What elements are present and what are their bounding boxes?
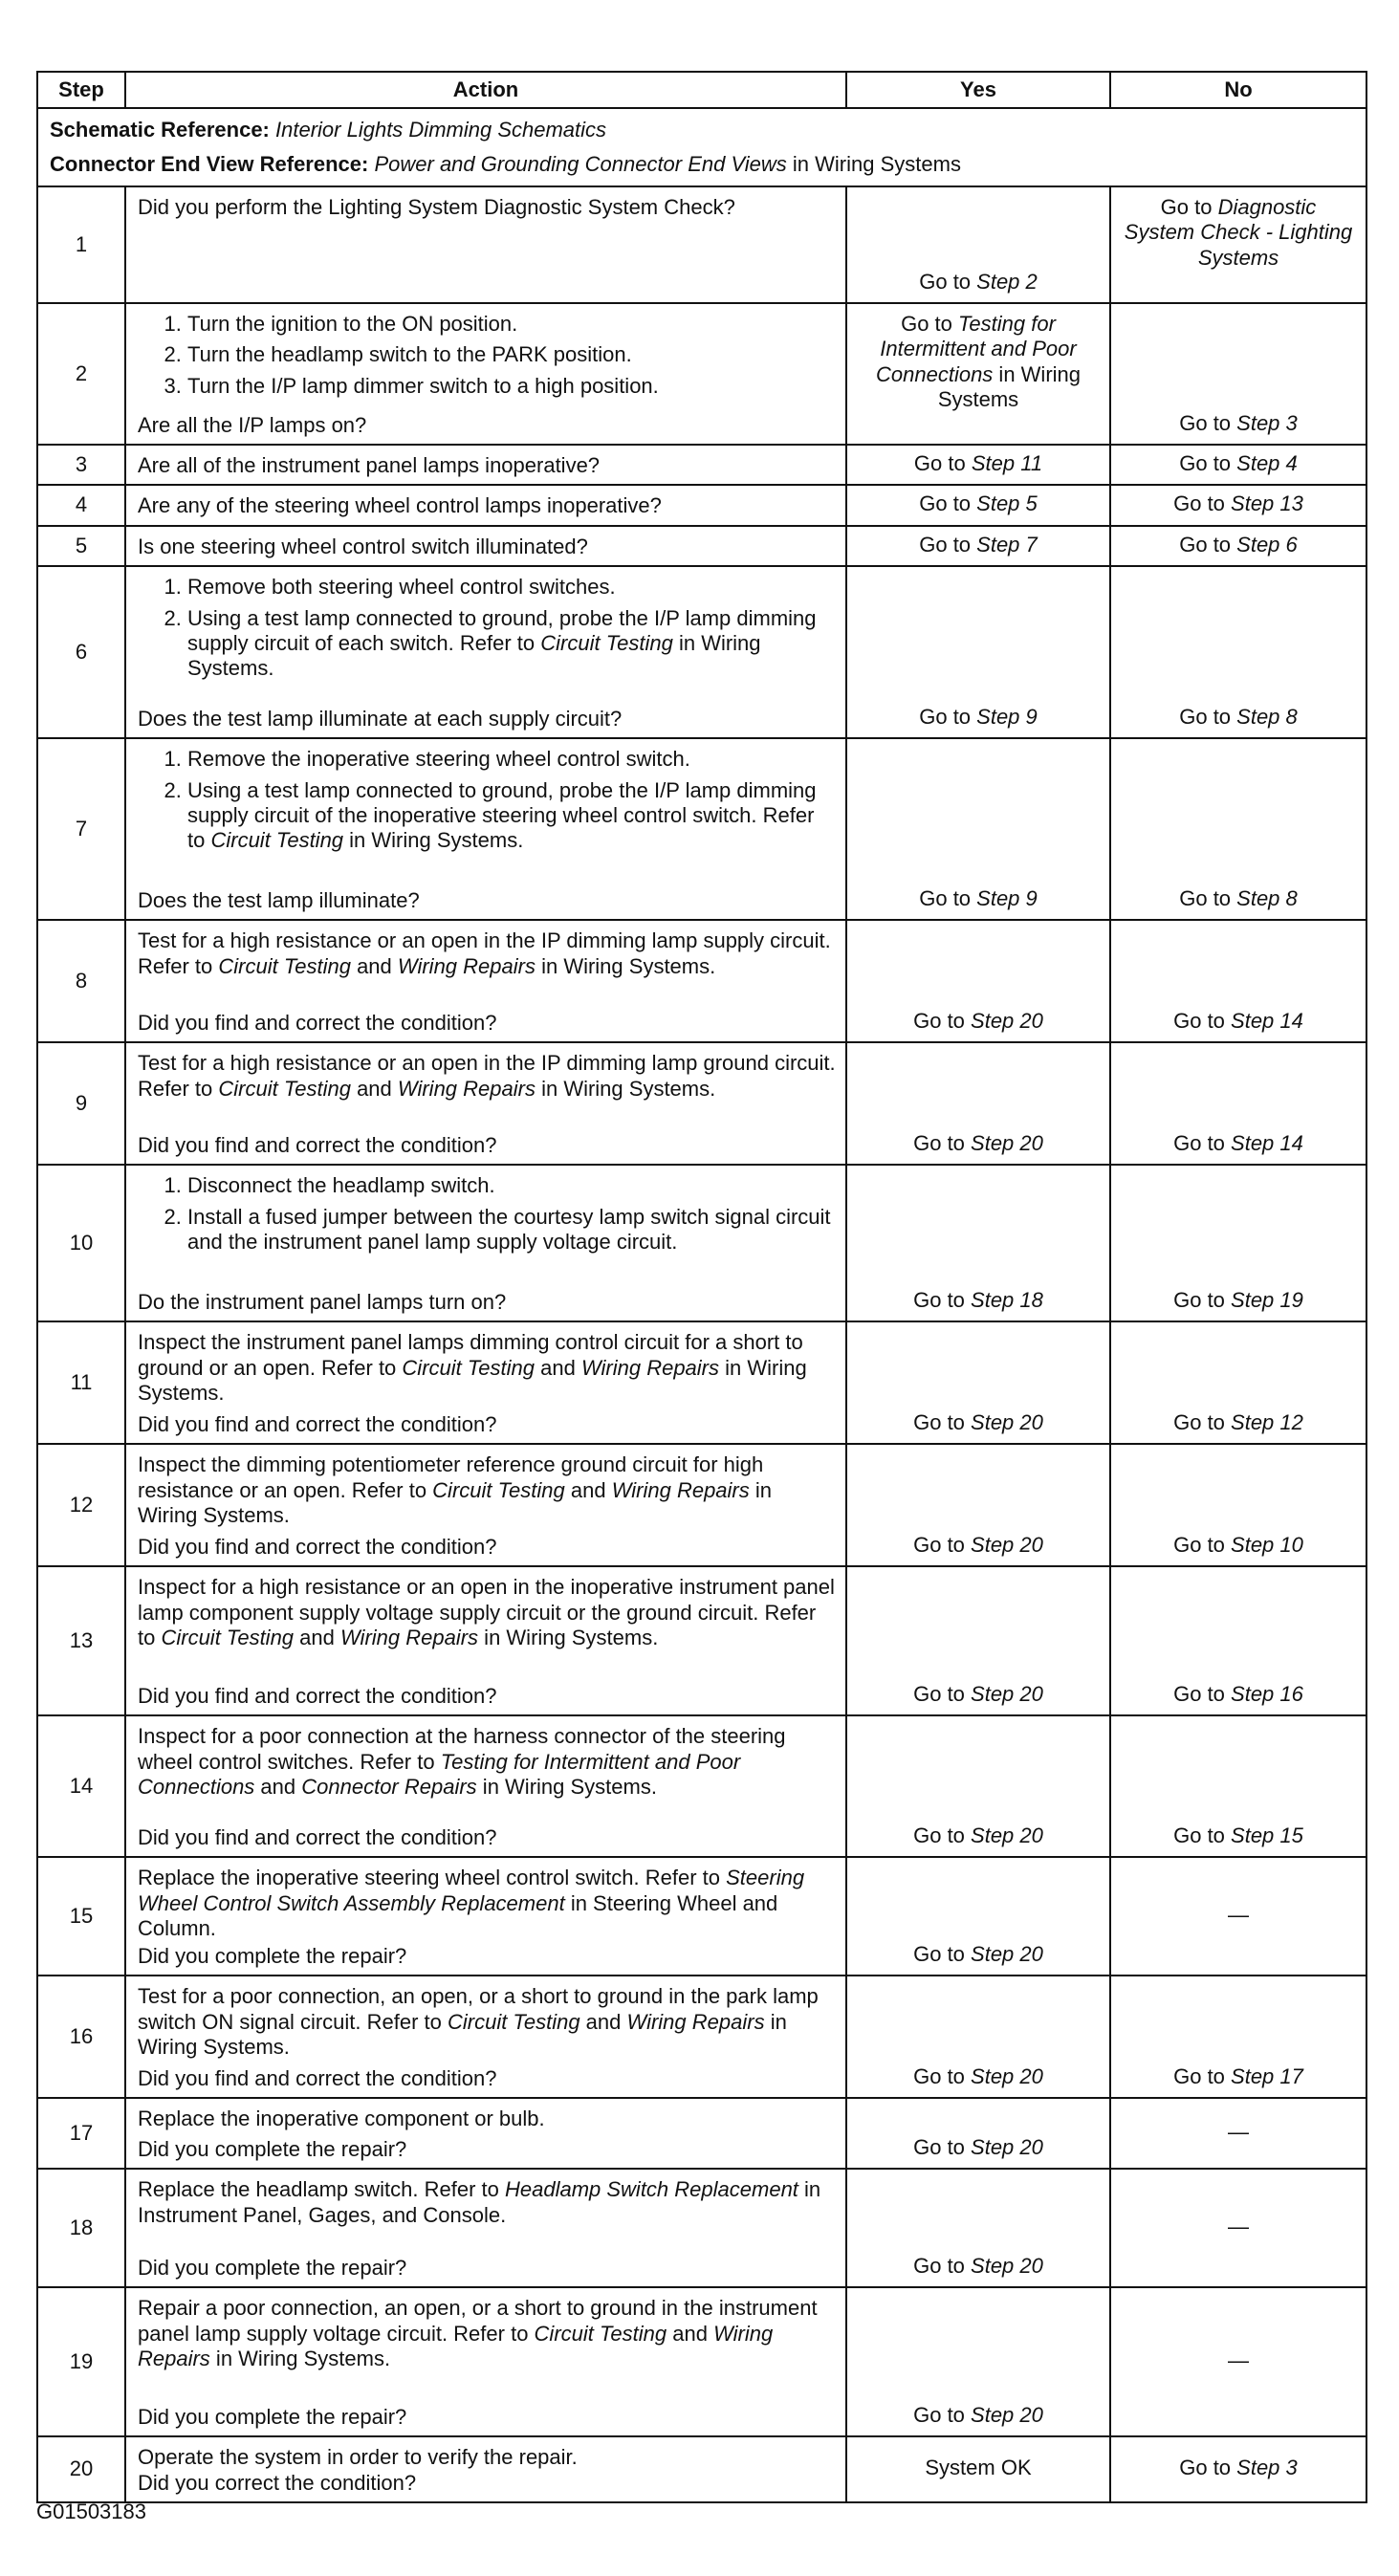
table-row <box>37 2098 1366 2169</box>
cross-reference-link[interactable]: Step 7 <box>976 532 1038 557</box>
yes-result <box>846 445 1110 485</box>
text-run: Go to <box>913 2253 972 2278</box>
action-cell <box>125 2287 846 2436</box>
action-question: Is one steering wheel control switch illuminated? <box>138 534 588 558</box>
text-run: Go to <box>1179 885 1237 910</box>
action-steps-list <box>138 575 836 688</box>
no-result <box>1110 1444 1366 1566</box>
action-question: Do the instrument panel lamps turn on? <box>138 1289 507 1314</box>
action-cell <box>125 566 846 738</box>
cross-reference-link[interactable]: Wiring Repairs <box>138 2321 774 2370</box>
action-substep: 2. Install a fused jumper between the courtesy lamp switch signal circuit and the instrument panel lamp supply voltage circuit. <box>187 1205 836 1255</box>
cross-reference-link[interactable]: Step 9 <box>976 704 1038 729</box>
cross-reference-link[interactable]: Circuit Testing <box>161 1625 295 1649</box>
text-run: in Wiring Systems. <box>138 2009 787 2059</box>
yes-result <box>846 1715 1110 1857</box>
cross-reference-link[interactable]: Circuit Testing <box>218 1076 351 1101</box>
text-run: Go to <box>913 1287 972 1312</box>
text-run: in Wiring Systems. <box>343 828 524 853</box>
action-cell <box>125 186 846 303</box>
action-question: Did you correct the condition? <box>138 2470 417 2495</box>
action-instruction <box>138 2177 836 2228</box>
cross-reference-link[interactable]: Step 20 <box>971 2253 1043 2278</box>
cross-reference-link[interactable]: Circuit Testing <box>540 630 673 655</box>
action-instruction <box>138 1575 836 1650</box>
text-run: in Wiring Systems. <box>138 1477 773 1527</box>
text-run: Go to <box>913 1823 972 1847</box>
action-cell <box>125 1444 846 1566</box>
no-result <box>1110 738 1366 920</box>
step-number: 1 <box>37 186 125 303</box>
step-number: 3 <box>37 445 125 485</box>
no-result <box>1110 1042 1366 1165</box>
text-run: Repair a poor connection, an open, or a short to ground in the instrument panel lamp supply voltage circuit. Refer to <box>138 2296 818 2346</box>
text-run: in Wiring Systems. <box>535 1076 716 1101</box>
text-run: and <box>350 953 398 978</box>
text-run: Go to <box>919 269 977 294</box>
action-instruction <box>138 1866 836 1941</box>
cross-reference-link[interactable]: Step 20 <box>971 1941 1043 1966</box>
text-run: in Wiring Systems <box>937 361 1081 412</box>
action-substep: 1. Turn the ignition to the ON position. <box>187 312 836 337</box>
cross-reference-link[interactable]: Wiring Repairs <box>580 1355 720 1380</box>
text-run: and <box>535 1355 581 1380</box>
text-run: and <box>294 1625 340 1649</box>
yes-result <box>846 566 1110 738</box>
action-cell <box>125 920 846 1042</box>
text-run: Replace the headlamp switch. Refer to <box>138 2177 505 2202</box>
action-question: Does the test lamp illuminate at each supply circuit? <box>138 706 623 731</box>
no-result <box>1110 1715 1366 1857</box>
yes-result <box>846 1321 1110 1444</box>
action-cell <box>125 738 846 920</box>
no-result <box>1110 1857 1366 1976</box>
header-row <box>37 72 1366 108</box>
action-substep: 1. Disconnect the headlamp switch. <box>187 1173 836 1198</box>
schematic-reference <box>50 113 1354 147</box>
step-number: 5 <box>37 526 125 566</box>
text-run: Go to <box>913 2063 972 2088</box>
cross-reference-link[interactable]: Step 4 <box>1236 451 1298 475</box>
table-row <box>37 1321 1366 1444</box>
text-run: System OK <box>925 2456 1032 2480</box>
reference-cell <box>37 108 1366 186</box>
table-row <box>37 2169 1366 2287</box>
text-run: Go to <box>913 1008 972 1033</box>
cross-reference-link[interactable]: Step 10 <box>1231 1532 1303 1557</box>
action-question: Did you find and correct the condition? <box>138 1411 497 1436</box>
text-run: and <box>350 1076 398 1101</box>
action-cell <box>125 1857 846 1976</box>
table-row <box>37 1715 1366 1857</box>
text-run: Go to <box>1179 704 1237 729</box>
text-run: — <box>1228 2119 1249 2144</box>
table-row <box>37 186 1366 303</box>
action-instruction <box>138 1984 836 2060</box>
action-cell <box>125 1976 846 2098</box>
step-number: 7 <box>37 738 125 920</box>
action-question: Did you find and correct the condition? <box>138 1534 497 1559</box>
text-run: Inspect for a high resistance or an open in the inoperative instrument panel lamp component supply voltage supply circuit or the ground circuit. Refer to <box>138 1575 835 1649</box>
action-question: Did you find and correct the condition? <box>138 1132 497 1157</box>
yes-result <box>846 738 1110 920</box>
connector-reference-suffix: in Wiring Systems <box>792 152 961 176</box>
text-run: Using a test lamp connected to ground, probe the I/P lamp dimming supply circuit of the inoperative steering wheel control switch. Refer to <box>187 777 817 853</box>
cross-reference-link[interactable]: Step 20 <box>971 2063 1043 2088</box>
step-number: 20 <box>37 2436 125 2502</box>
action-question: Did you complete the repair? <box>138 2255 407 2280</box>
action-steps-list <box>138 312 836 404</box>
text-run: Operate the system in order to verify the repair. <box>138 2445 578 2470</box>
text-run: Go to <box>1173 1008 1232 1033</box>
cross-reference-link[interactable]: Step 20 <box>971 1681 1043 1706</box>
action-instruction <box>138 2445 836 2470</box>
cross-reference-link[interactable]: Circuit Testing <box>432 1477 565 1502</box>
text-run: Go to <box>919 491 977 516</box>
cross-reference-link[interactable]: Connector Repairs <box>301 1774 477 1799</box>
text-run: in Wiring Systems. <box>478 1625 659 1649</box>
no-result <box>1110 1976 1366 2098</box>
step-number: 4 <box>37 485 125 525</box>
cross-reference-link[interactable]: Step 8 <box>1236 885 1298 910</box>
table-row <box>37 303 1366 445</box>
table-row <box>37 2436 1366 2502</box>
cross-reference-link[interactable]: Step 14 <box>1231 1008 1303 1033</box>
step-number: 12 <box>37 1444 125 1566</box>
no-result <box>1110 920 1366 1042</box>
yes-result <box>846 1444 1110 1566</box>
cross-reference-link[interactable]: Steering Wheel Control Switch Assembly Replacement <box>138 1866 805 1915</box>
action-cell <box>125 2436 846 2502</box>
table-row <box>37 1976 1366 2098</box>
text-run: Go to <box>913 451 972 475</box>
step-number: 11 <box>37 1321 125 1444</box>
action-cell <box>125 526 846 566</box>
action-cell <box>125 1715 846 1857</box>
yes-result <box>846 2287 1110 2436</box>
yes-result <box>846 186 1110 303</box>
action-instruction <box>138 2107 836 2131</box>
action-instruction <box>138 2296 836 2371</box>
no-result <box>1110 303 1366 445</box>
text-run: in Wiring Systems. <box>187 630 761 681</box>
text-run: Go to <box>913 2134 972 2159</box>
yes-result <box>846 2169 1110 2287</box>
text-run: Go to <box>913 2402 972 2427</box>
action-instruction <box>138 928 836 979</box>
action-question: Did you complete the repair? <box>138 2404 407 2429</box>
connector-reference-link[interactable]: Power and Grounding Connector End Views <box>374 152 787 176</box>
text-run: Go to <box>919 704 977 729</box>
cross-reference-link[interactable]: Step 20 <box>971 1008 1043 1033</box>
table-row <box>37 526 1366 566</box>
step-number: 18 <box>37 2169 125 2287</box>
reference-row <box>37 108 1366 186</box>
text-run: — <box>1228 2214 1249 2238</box>
action-instruction <box>138 1051 836 1102</box>
action-cell <box>125 2169 846 2287</box>
step-number: 9 <box>37 1042 125 1165</box>
text-run: Go to <box>913 1130 972 1155</box>
cross-reference-link[interactable]: Circuit Testing <box>218 953 351 978</box>
step-number: 19 <box>37 2287 125 2436</box>
yes-result <box>846 2098 1110 2169</box>
action-cell <box>125 445 846 485</box>
cross-reference-link[interactable]: Headlamp Switch Replacement <box>504 2177 798 2202</box>
text-run: Go to <box>1179 410 1237 435</box>
text-run: and <box>564 1477 612 1502</box>
text-run: and <box>254 1774 302 1799</box>
action-question: Does the test lamp illuminate? <box>138 887 420 912</box>
connector-reference <box>50 147 1354 182</box>
text-run: and <box>667 2321 714 2346</box>
text-run: Inspect for a poor connection at the harness connector of the steering wheel control switches. Refer to <box>138 1724 786 1774</box>
cross-reference-link[interactable]: Step 11 <box>971 451 1043 475</box>
action-question: Did you perform the Lighting System Diagnostic System Check? <box>138 195 735 219</box>
action-cell <box>125 303 846 445</box>
cross-reference-link[interactable]: Step 6 <box>1236 532 1298 557</box>
action-question: Did you find and correct the condition? <box>138 2065 497 2090</box>
action-substep: 1. Remove the inoperative steering wheel control switch. <box>187 747 836 772</box>
text-run: Test for a poor connection, an open, or a short to ground in the park lamp switch ON signal circuit. Refer to <box>138 1984 819 2034</box>
text-run: Inspect the dimming potentiometer reference ground circuit for high resistance or an open. Refer to <box>138 1452 764 1502</box>
cross-reference-link[interactable]: Step 17 <box>1231 2063 1303 2088</box>
yes-result <box>846 1042 1110 1165</box>
no-result <box>1110 186 1366 303</box>
header-step: Step <box>37 72 125 108</box>
action-question: Did you find and correct the condition? <box>138 1824 497 1849</box>
header-action: Action <box>125 72 846 108</box>
action-instruction <box>138 1330 836 1406</box>
action-steps-list <box>138 747 836 860</box>
yes-result <box>846 1165 1110 1321</box>
step-number: 16 <box>37 1976 125 2098</box>
table-row <box>37 485 1366 525</box>
cross-reference-link[interactable]: Testing for Intermittent and Poor Connections <box>876 312 1077 386</box>
step-number: 13 <box>37 1566 125 1715</box>
cross-reference-link[interactable]: Step 20 <box>971 1130 1043 1155</box>
action-cell <box>125 1321 846 1444</box>
cross-reference-link[interactable]: Step 5 <box>976 491 1038 516</box>
cross-reference-link[interactable]: Step 19 <box>1231 1287 1303 1312</box>
yes-result <box>846 2436 1110 2502</box>
text-run: Go to <box>1179 2456 1237 2480</box>
yes-result <box>846 920 1110 1042</box>
text-run: Go to <box>1173 1532 1232 1557</box>
text-run: Inspect the instrument panel lamps dimming control circuit for a short to ground or an open. Refer to <box>138 1330 803 1380</box>
text-run: Go to <box>1173 1409 1232 1434</box>
text-run: Go to <box>919 532 977 557</box>
action-question: Are any of the steering wheel control lamps inoperative? <box>138 493 662 518</box>
text-run: Test for a high resistance or an open in the IP dimming lamp ground circuit. Refer to <box>138 1051 836 1101</box>
diagnostic-table <box>36 71 1367 2503</box>
action-instruction <box>138 1452 836 1528</box>
cross-reference-link[interactable]: Circuit Testing <box>534 2321 667 2346</box>
no-result <box>1110 526 1366 566</box>
no-result <box>1110 566 1366 738</box>
action-question: Did you complete the repair? <box>138 1943 407 1968</box>
action-cell <box>125 1165 846 1321</box>
action-cell <box>125 1042 846 1165</box>
yes-result <box>846 303 1110 445</box>
cross-reference-link[interactable]: Step 20 <box>971 2134 1043 2159</box>
cross-reference-link[interactable]: Step 20 <box>971 1823 1043 1847</box>
cross-reference-link[interactable]: Step 2 <box>976 269 1038 294</box>
cross-reference-link[interactable]: Step 14 <box>1231 1130 1303 1155</box>
text-run: Test for a high resistance or an open in the IP dimming lamp supply circuit. Refer to <box>138 928 831 978</box>
table-row <box>37 2287 1366 2436</box>
cross-reference-link[interactable]: Step 13 <box>1231 491 1303 516</box>
cross-reference-link[interactable]: Step 15 <box>1231 1823 1303 1847</box>
no-result <box>1110 445 1366 485</box>
table-row <box>37 445 1366 485</box>
no-result <box>1110 1321 1366 1444</box>
action-question: Did you find and correct the condition? <box>138 1010 497 1035</box>
action-substep <box>187 778 836 854</box>
text-run: in Wiring Systems. <box>476 1774 657 1799</box>
cross-reference-link[interactable]: Step 3 <box>1236 2456 1298 2480</box>
step-number: 8 <box>37 920 125 1042</box>
text-run: Go to <box>1173 1130 1232 1155</box>
action-substep: 1. Remove both steering wheel control switches. <box>187 575 836 600</box>
text-run: Go to <box>901 312 958 336</box>
text-run: in Steering Wheel and Column. <box>138 1890 778 1940</box>
step-number: 17 <box>37 2098 125 2169</box>
step-number: 15 <box>37 1857 125 1976</box>
cross-reference-link[interactable]: Wiring Repairs <box>397 953 536 978</box>
cross-reference-link[interactable]: Wiring Repairs <box>397 1076 536 1101</box>
yes-result <box>846 1857 1110 1976</box>
yes-result <box>846 526 1110 566</box>
action-cell <box>125 2098 846 2169</box>
table-row <box>37 1165 1366 1321</box>
header-no: No <box>1110 72 1366 108</box>
text-run: Go to <box>1173 1287 1232 1312</box>
text-run: Go to <box>913 1681 972 1706</box>
yes-result <box>846 1976 1110 2098</box>
text-run: Go to <box>913 1532 972 1557</box>
table-row <box>37 920 1366 1042</box>
action-cell <box>125 1566 846 1715</box>
text-run: and <box>579 2009 627 2034</box>
text-run: Go to <box>1173 1681 1232 1706</box>
action-question: Did you complete the repair? <box>138 2136 407 2161</box>
table-row <box>37 1042 1366 1165</box>
no-result <box>1110 1165 1366 1321</box>
cross-reference-link[interactable]: Circuit Testing <box>402 1355 535 1380</box>
cross-reference-link[interactable]: Testing for Intermittent and Poor Connections <box>138 1749 741 1799</box>
action-steps-list <box>138 1173 836 1260</box>
no-result <box>1110 2436 1366 2502</box>
text-run: in Wiring Systems. <box>138 1355 807 1405</box>
text-run: Go to <box>1160 195 1218 219</box>
schematic-reference-link[interactable]: Interior Lights Dimming Schematics <box>275 118 607 142</box>
action-question: Are all of the instrument panel lamps inoperative? <box>138 453 601 477</box>
yes-result <box>846 485 1110 525</box>
cross-reference-link[interactable]: Circuit Testing <box>210 828 344 853</box>
no-result <box>1110 2287 1366 2436</box>
cross-reference-link[interactable]: Step 20 <box>971 1409 1043 1434</box>
cross-reference-link[interactable]: Step 9 <box>976 885 1038 910</box>
text-run: Go to <box>1179 532 1237 557</box>
table-row <box>37 738 1366 920</box>
cross-reference-link[interactable]: Circuit Testing <box>447 2009 580 2034</box>
table-row <box>37 1566 1366 1715</box>
step-number: 2 <box>37 303 125 445</box>
text-run: — <box>1228 1902 1249 1927</box>
table-row <box>37 1444 1366 1566</box>
header-yes: Yes <box>846 72 1110 108</box>
no-result <box>1110 2169 1366 2287</box>
text-run: in Instrument Panel, Gages, and Console. <box>138 2177 821 2227</box>
step-number: 14 <box>37 1715 125 1857</box>
text-run: Go to <box>913 1409 972 1434</box>
cross-reference-link[interactable]: Step 8 <box>1236 704 1298 729</box>
action-substep: 2. Turn the headlamp switch to the PARK position. <box>187 342 836 367</box>
schematic-reference-label: Schematic Reference: <box>50 118 270 142</box>
text-run: Go to <box>1179 451 1237 475</box>
text-run: Go to <box>919 885 977 910</box>
action-cell <box>125 485 846 525</box>
action-question: Did you find and correct the condition? <box>138 1683 497 1708</box>
yes-result <box>846 1566 1110 1715</box>
text-run: in Wiring Systems. <box>535 953 716 978</box>
cross-reference-link[interactable]: Diagnostic System Check - Lighting Systems <box>1124 195 1353 270</box>
text-run: Replace the inoperative steering wheel control switch. Refer to <box>138 1866 727 1890</box>
no-result <box>1110 485 1366 525</box>
connector-reference-label: Connector End View Reference: <box>50 152 369 176</box>
cross-reference-link[interactable]: Step 16 <box>1231 1681 1303 1706</box>
cross-reference-link[interactable]: Wiring Repairs <box>626 2009 765 2034</box>
cross-reference-link[interactable]: Wiring Repairs <box>339 1625 479 1649</box>
text-run: Go to <box>1173 491 1232 516</box>
cross-reference-link[interactable]: Step 12 <box>1231 1409 1303 1434</box>
cross-reference-link[interactable]: Step 20 <box>971 2402 1043 2427</box>
no-result <box>1110 2098 1366 2169</box>
cross-reference-link[interactable]: Step 18 <box>971 1287 1043 1312</box>
cross-reference-link[interactable]: Step 3 <box>1236 410 1298 435</box>
no-result <box>1110 1566 1366 1715</box>
text-run: in Wiring Systems. <box>209 2346 391 2370</box>
action-substep <box>187 606 836 682</box>
step-number: 10 <box>37 1165 125 1321</box>
action-instruction <box>138 1724 836 1800</box>
text-run: Go to <box>1173 2063 1232 2088</box>
text-run: Replace the inoperative component or bulb. <box>138 2107 545 2131</box>
cross-reference-link[interactable]: Step 20 <box>971 1532 1043 1557</box>
cross-reference-link[interactable]: Wiring Repairs <box>611 1477 750 1502</box>
text-run: Go to <box>913 1941 972 1966</box>
step-number: 6 <box>37 566 125 738</box>
text-run: — <box>1228 2347 1249 2372</box>
action-question: Are all the I/P lamps on? <box>138 412 367 437</box>
figure-id: G01503183 <box>36 2500 146 2523</box>
table-row <box>37 566 1366 738</box>
action-substep: 3. Turn the I/P lamp dimmer switch to a high position. <box>187 374 836 399</box>
text-run: Go to <box>1173 1823 1232 1847</box>
table-row <box>37 1857 1366 1976</box>
text-run: Using a test lamp connected to ground, probe the I/P lamp dimming supply circuit of each switch. Refer to <box>187 605 817 655</box>
